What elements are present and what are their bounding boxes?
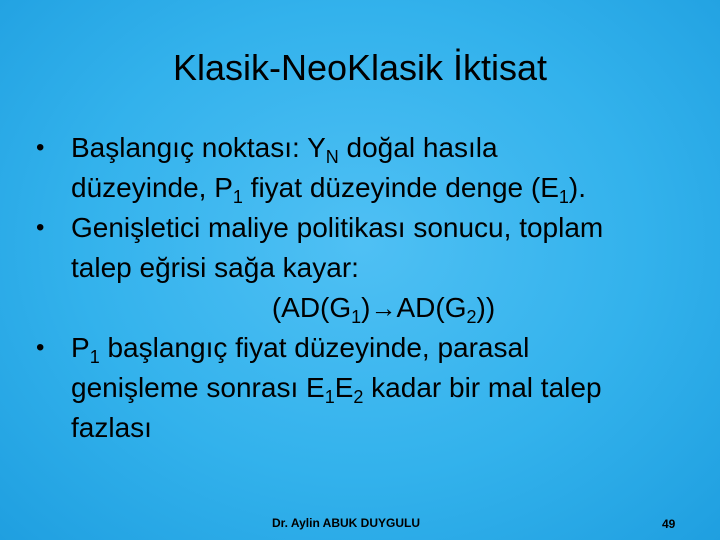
bullet-2-line-1: Genişletici maliye politikası sonucu, toplam xyxy=(71,212,604,243)
bullet-3-text: kadar bir mal talep xyxy=(363,372,602,403)
arrow-right-icon: → xyxy=(370,293,397,323)
bullet-3-text: P xyxy=(71,332,90,363)
footer-author: Dr. Aylin ABUK DUYGULU xyxy=(272,516,421,530)
bullet-icon: • xyxy=(36,334,45,361)
formula-line xyxy=(36,288,696,328)
bullet-1-text: düzeyinde, P xyxy=(71,172,233,203)
bullet-item-2 xyxy=(36,208,696,288)
bullet-3-line-2 xyxy=(71,368,696,408)
subscript: 2 xyxy=(353,387,364,407)
bullet-1-text: doğal hasıla xyxy=(338,132,498,163)
bullet-3-text: genişleme sonrası E xyxy=(71,372,325,403)
bullet-item-1 xyxy=(36,128,696,208)
subscript: 1 xyxy=(558,187,569,207)
bullet-1-text: Başlangıç noktası: Y xyxy=(71,132,326,163)
formula-text: AD(G xyxy=(396,292,467,323)
bullet-icon: • xyxy=(36,134,45,161)
bullet-1-line-1 xyxy=(71,128,696,168)
bullet-item-3 xyxy=(36,328,696,448)
bullet-1-text: ). xyxy=(568,172,587,203)
slide-title: Klasik-NeoKlasik İktisat xyxy=(172,47,548,88)
formula-text: (AD(G xyxy=(271,292,352,323)
bullet-1-line-2 xyxy=(71,168,696,208)
bullet-3-text: başlangıç fiyat düzeyinde, parasal xyxy=(99,332,530,363)
subscript: 1 xyxy=(232,187,243,207)
subscript: 1 xyxy=(351,307,362,327)
subscript: 2 xyxy=(466,307,477,327)
bullet-1-text: fiyat düzeyinde denge (E xyxy=(242,172,559,203)
slide-content xyxy=(36,128,696,448)
subscript: N xyxy=(325,147,339,167)
formula-text: )) xyxy=(476,292,496,323)
bullet-2-line-2: talep eğrisi sağa kayar: xyxy=(71,252,359,283)
subscript: 1 xyxy=(89,347,100,367)
bullet-3-line-3: fazlası xyxy=(71,412,152,443)
formula-text: ) xyxy=(361,292,371,323)
bullet-icon: • xyxy=(36,214,45,241)
subscript: 1 xyxy=(324,387,335,407)
page-number: 49 xyxy=(662,517,676,531)
bullet-3-text: E xyxy=(334,372,354,403)
bullet-3-line-1 xyxy=(71,328,696,368)
